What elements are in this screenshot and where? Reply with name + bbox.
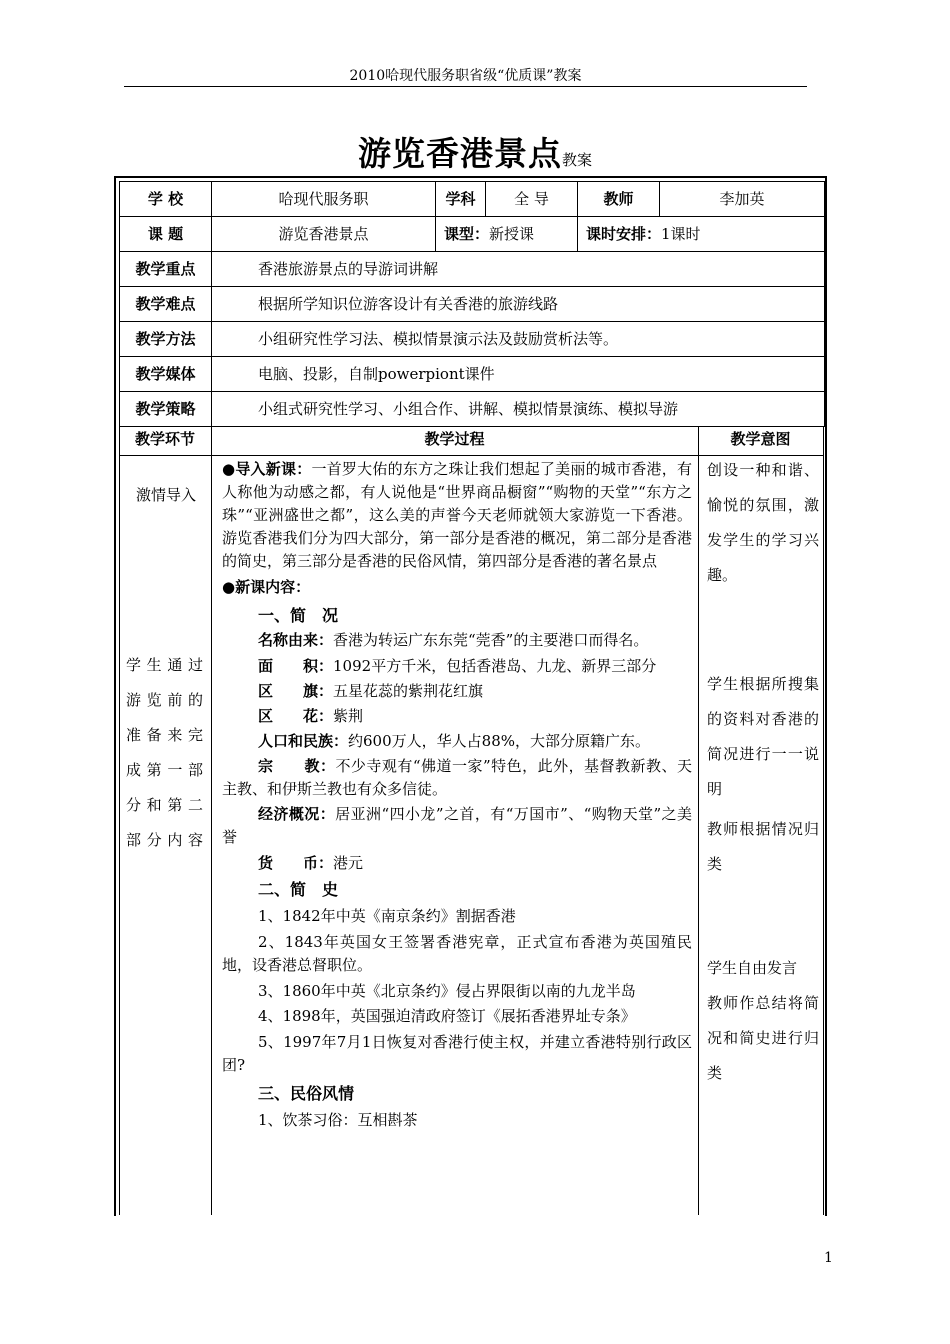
media-label: 教学媒体	[120, 357, 212, 392]
inner-right-border	[823, 427, 824, 1215]
intro-paragraph	[222, 458, 692, 573]
title-main: 游览香港景点	[357, 134, 562, 173]
area-text: 1092平方千米，包括香港岛、九龙、新界三部分	[333, 657, 657, 675]
table-row	[120, 287, 825, 322]
economy-label: 经济概况：	[258, 805, 336, 823]
population	[222, 730, 692, 753]
table-row	[120, 182, 825, 217]
lesson-value: 游览香港景点	[212, 217, 436, 252]
population-label: 人口和民族：	[258, 732, 349, 750]
page-header: 2010哈现代服务职省级“优质课”教案	[349, 68, 582, 84]
history-item: 2、1843年英国女王签署香港宪章，正式宣布香港为英国殖民地，设香港总督职位。	[222, 933, 692, 974]
teacher-value: 李加英	[660, 182, 825, 217]
flower	[222, 705, 692, 728]
history-item: 3、1860年中英《北京条约》侵占界限街以南的九龙半岛	[258, 982, 636, 1000]
teacher-label: 教师	[578, 182, 660, 217]
name-origin-text: 香港为转运广东东莞“莞香”的主要港口而得名。	[333, 631, 649, 649]
table-row	[120, 217, 825, 252]
stage-column-header: 教学环节	[134, 430, 195, 448]
flower-label: 区 花：	[258, 707, 334, 725]
class-time-cell	[578, 217, 825, 252]
history-item: 4、1898年，英国强迫清政府签订《展拓香港界址专条》	[258, 1007, 636, 1025]
flower-text: 紫荆	[333, 707, 364, 725]
economy	[222, 803, 692, 849]
lesson-info-table	[119, 181, 825, 427]
currency-text: 港元	[333, 854, 364, 872]
new-content-label: ●新课内容：	[222, 578, 311, 596]
strategy-label: 教学策略	[120, 392, 212, 427]
religion-text: 不少寺观有“佛道一家”特色，此外，基督教新教、天主教、和伊斯兰教也有众多信徒。	[222, 757, 692, 798]
inner-left-border	[119, 427, 120, 1215]
teaching-process	[222, 458, 692, 1132]
section-overview-heading: 一、简 况	[258, 606, 339, 625]
process-column-header: 教学过程	[424, 430, 485, 448]
stage-intro: 激情导入	[135, 486, 196, 504]
flag-label: 区 旗：	[258, 682, 334, 700]
strategy-value: 小组式研究性学习、小组合作、讲解、模拟情景演练、模拟导游	[212, 392, 825, 427]
media-value: 电脑、投影，自制powerpiont课件	[212, 357, 825, 392]
page-number: 1	[824, 1250, 833, 1266]
difficulty-value: 根据所学知识位游客设计有关香港的旅游线路	[212, 287, 825, 322]
economy-text: 居亚洲“四小龙”之首，有“万国市”、“购物天堂”之美誉	[222, 805, 692, 846]
type-label: 课型：	[444, 225, 490, 243]
section-history-heading: 二、简 史	[258, 880, 339, 899]
time-value: 1课时	[661, 225, 701, 243]
method-label: 教学方法	[120, 322, 212, 357]
intent-teacher-summary: 教师作总结将简况和简史进行归类	[707, 994, 819, 1082]
intent-teacher-classify: 教师根据情况归类	[707, 820, 819, 873]
stage-preparation: 学生通过游览前的准备来完成第一部分和第二部分内容	[126, 656, 204, 849]
section-customs-heading: 三、民俗风情	[258, 1084, 355, 1103]
intent-column-header: 教学意图	[730, 430, 791, 448]
name-origin-label: 名称由来：	[258, 631, 334, 649]
lesson-label: 课 题	[120, 217, 212, 252]
table-row	[120, 392, 825, 427]
flag-text: 五星花蕊的紫荆花红旗	[333, 682, 484, 700]
name-origin	[222, 629, 692, 652]
method-value: 小组研究性学习法、模拟情景演示法及鼓励赏析法等。	[212, 322, 825, 357]
flag	[222, 680, 692, 703]
currency	[222, 852, 692, 875]
table-row	[120, 357, 825, 392]
table-row	[120, 322, 825, 357]
intro-text: 一首罗大佑的东方之珠让我们想起了美丽的城市香港，有人称他为动感之都，有人说他是“世界商品橱窗”“购物的天堂”“东方之珠”“亚洲盛世之都”，这么美的声誉今天老师就领大家游览一下香港。游览香港我们分为四大部分，第一部分是香港的概况，第二部分是香港的简史，第三部分是香港的民俗风情，第四部分是香港的著名景点	[222, 460, 692, 570]
intent-student-speak: 学生自由发言	[707, 959, 798, 977]
currency-label: 货 币：	[258, 854, 334, 872]
history-item: 5、1997年7月1日恢复对香港行使主权，并建立香港特别行政区团?	[222, 1033, 692, 1074]
intent-student-research: 学生根据所搜集的资料对香港的简况进行一一说明	[707, 675, 819, 798]
customs-item: 1、饮茶习俗：互相斟茶	[258, 1111, 418, 1129]
religion-label: 宗 教：	[258, 757, 336, 775]
intro-label: ●导入新课：	[222, 460, 312, 478]
title-sub: 教案	[561, 151, 592, 169]
area-label: 面 积：	[258, 657, 334, 675]
religion	[222, 755, 692, 801]
type-value: 新授课	[489, 225, 535, 243]
document-title	[0, 128, 950, 175]
header-rule	[124, 86, 807, 87]
intent-column-divider	[698, 427, 699, 1215]
intent-atmosphere: 创设一种和谐、愉悦的氛围，激发学生的学习兴趣。	[707, 461, 819, 584]
table-row	[120, 252, 825, 287]
time-label: 课时安排：	[586, 225, 662, 243]
history-item: 1、1842年中英《南京条约》割据香港	[258, 907, 516, 925]
stage-column-divider	[211, 427, 212, 1215]
key-point-value: 香港旅游景点的导游词讲解	[212, 252, 825, 287]
key-point-label: 教学重点	[120, 252, 212, 287]
subject-label: 学科	[436, 182, 486, 217]
difficulty-label: 教学难点	[120, 287, 212, 322]
population-text: 约600万人，华人占88%，大部分原籍广东。	[348, 732, 650, 750]
school-label: 学 校	[120, 182, 212, 217]
area	[222, 655, 692, 678]
school-value: 哈现代服务职	[212, 182, 436, 217]
lesson-type-cell	[436, 217, 578, 252]
subject-value: 全 导	[486, 182, 578, 217]
